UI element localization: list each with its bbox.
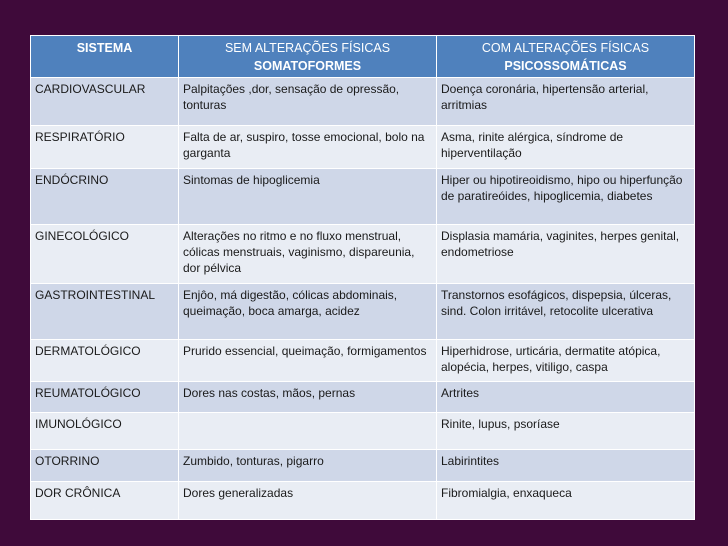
- cell-somatoformes: Dores nas costas, mãos, pernas: [179, 382, 437, 413]
- cell-somatoformes: Palpitações ,dor, sensação de opressão, tonturas: [179, 78, 437, 126]
- cell-psicossomaticas: Doença coronária, hipertensão arterial, arritmias: [437, 78, 695, 126]
- cell-psicossomaticas: Displasia mamária, vaginites, herpes genital, endometriose: [437, 225, 695, 284]
- cell-somatoformes: Zumbido, tonturas, pigarro: [179, 450, 437, 482]
- cell-sistema: REUMATOLÓGICO: [31, 382, 179, 413]
- cell-somatoformes: Dores generalizadas: [179, 482, 437, 520]
- header-sistema: SISTEMA: [31, 36, 179, 78]
- table-row: [31, 340, 695, 382]
- cell-sistema: RESPIRATÓRIO: [31, 126, 179, 169]
- cell-somatoformes: [179, 413, 437, 450]
- table-row: [31, 382, 695, 413]
- table-row: [31, 482, 695, 520]
- header-psicossomaticas: [437, 36, 695, 78]
- header-psicossomaticas-line2: PSICOSSOMÁTICAS: [504, 59, 627, 73]
- cell-psicossomaticas: Rinite, lupus, psoríase: [437, 413, 695, 450]
- cell-somatoformes: Falta de ar, suspiro, tosse emocional, bolo na garganta: [179, 126, 437, 169]
- cell-somatoformes: Enjôo, má digestão, cólicas abdominais, queimação, boca amarga, acidez: [179, 284, 437, 340]
- cell-psicossomaticas: Hiperhidrose, urticária, dermatite atópica, alopécia, herpes, vitiligo, caspa: [437, 340, 695, 382]
- table-row: [31, 169, 695, 225]
- cell-psicossomaticas: Asma, rinite alérgica, síndrome de hiperventilação: [437, 126, 695, 169]
- cell-somatoformes: Alterações no ritmo e no fluxo menstrual, cólicas menstruais, vaginismo, dispareunia, dor pélvica: [179, 225, 437, 284]
- cell-sistema: GINECOLÓGICO: [31, 225, 179, 284]
- cell-psicossomaticas: Artrites: [437, 382, 695, 413]
- table-row: [31, 78, 695, 126]
- cell-somatoformes: Prurido essencial, queimação, formigamentos: [179, 340, 437, 382]
- cell-sistema: OTORRINO: [31, 450, 179, 482]
- symptoms-table: [30, 35, 695, 520]
- table-row: [31, 225, 695, 284]
- cell-sistema: DOR CRÔNICA: [31, 482, 179, 520]
- cell-psicossomaticas: Transtornos esofágicos, dispepsia, úlceras, sind. Colon irritável, retocolite ulcerativa: [437, 284, 695, 340]
- table-header-row: [31, 36, 695, 78]
- cell-sistema: DERMATOLÓGICO: [31, 340, 179, 382]
- cell-psicossomaticas: Labirintites: [437, 450, 695, 482]
- header-somatoformes-line1: SEM ALTERAÇÕES FÍSICAS: [224, 41, 391, 55]
- cell-somatoformes: Sintomas de hipoglicemia: [179, 169, 437, 225]
- cell-psicossomaticas: Fibromialgia, enxaqueca: [437, 482, 695, 520]
- header-psicossomaticas-line1: COM ALTERAÇÕES FÍSICAS: [481, 41, 650, 55]
- cell-sistema: CARDIOVASCULAR: [31, 78, 179, 126]
- cell-sistema: IMUNOLÓGICO: [31, 413, 179, 450]
- cell-sistema: ENDÓCRINO: [31, 169, 179, 225]
- table-row: [31, 450, 695, 482]
- table-row: [31, 284, 695, 340]
- table-row: [31, 413, 695, 450]
- cell-psicossomaticas: Hiper ou hipotireoidismo, hipo ou hiperfunção de paratireóides, hipoglicemia, diabetes: [437, 169, 695, 225]
- header-somatoformes-line2: SOMATOFORMES: [253, 59, 362, 73]
- cell-sistema: GASTROINTESTINAL: [31, 284, 179, 340]
- table-row: [31, 126, 695, 169]
- header-somatoformes: [179, 36, 437, 78]
